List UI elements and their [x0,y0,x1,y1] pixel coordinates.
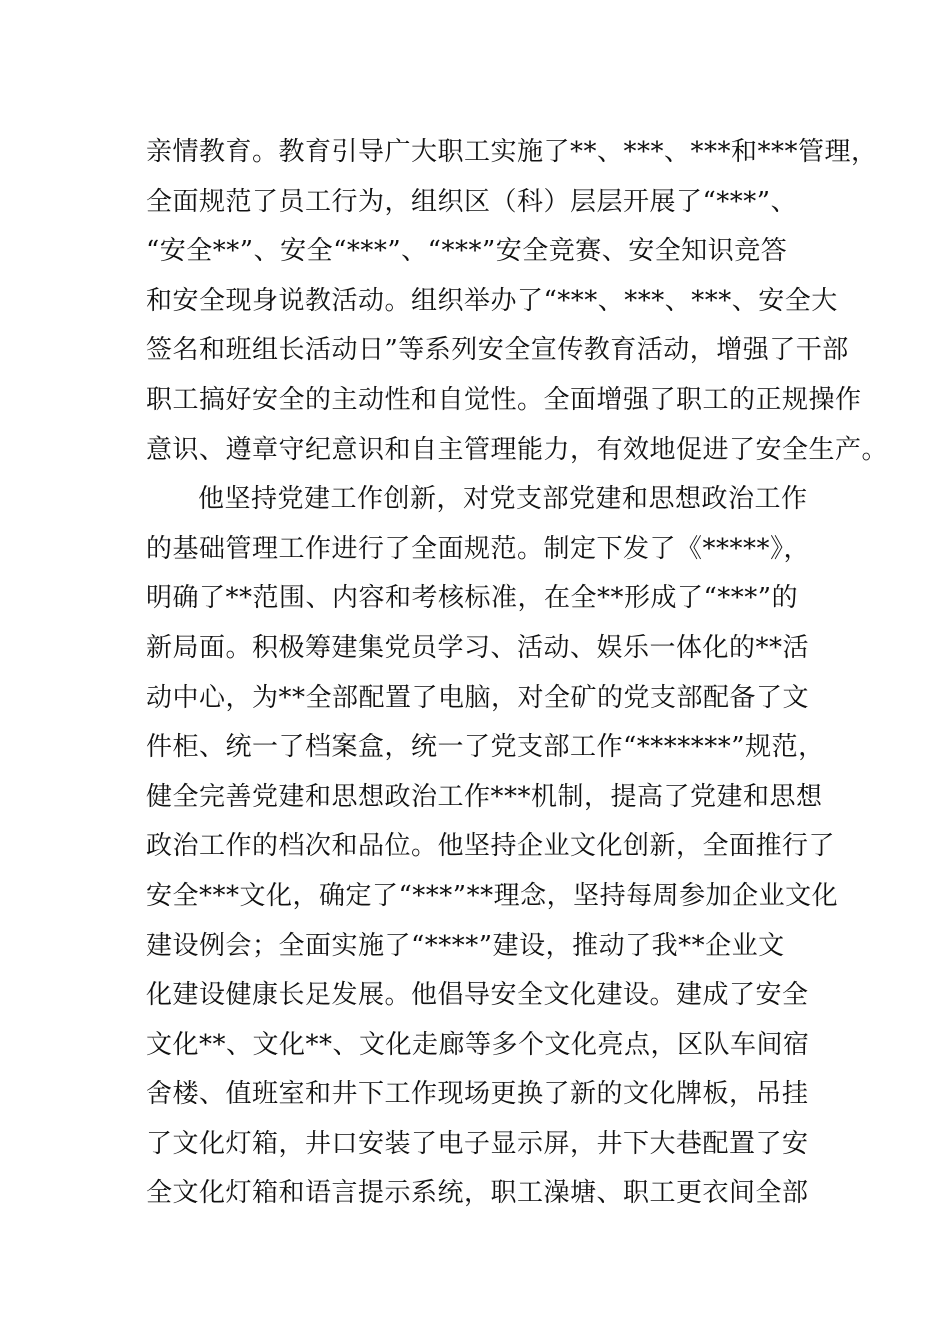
text-line: 建设例会；全面实施了“****”建设，推动了我**企业文 [146,930,785,961]
text-line: 文化**、文化**、文化走廊等多个文化亮点，区队车间宿 [146,1029,810,1060]
text-line: 政治工作的档次和品位。他坚持企业文化创新，全面推行了 [146,831,836,862]
text-line: 和安全现身说教活动。组织举办了“***、***、***、安全大 [146,285,838,316]
text-line: 件柜、统一了档案盒，统一了党支部工作“*******”规范， [146,732,825,763]
text-line: 动中心，为**全部配置了电脑，对全矿的党支部配备了文 [146,682,810,713]
text-line: 新局面。积极筹建集党员学习、活动、娱乐一体化的**活 [146,632,810,663]
text-line: 的基础管理工作进行了全面规范。制定下发了《*****》， [146,533,811,564]
text-line: 亲情教育。教育引导广大职工实施了**、***、***和***管理， [146,137,878,167]
text-line: 舍楼、值班室和井下工作现场更换了新的文化牌板，吊挂 [146,1079,809,1110]
paragraph-first-line: 他坚持党建工作创新，对党支部党建和思想政治工作 [198,484,808,515]
text-line: 健全完善党建和思想政治工作***机制，提高了党建和思想 [146,781,823,812]
text-line: 化建设健康长足发展。他倡导安全文化建设。建成了安全 [146,980,809,1011]
document-body [146,128,889,1219]
text-line: “安全**”、安全“***”、“***”安全竞赛、安全知识竞答 [146,236,788,267]
text-line: 签名和班组长活动日”等系列安全宣传教育活动，增强了干部 [146,335,849,366]
text-line: 全面规范了员工行为，组织区（科）层层开展了“***”、 [146,186,798,217]
text-line: 职工搞好安全的主动性和自觉性。全面增强了职工的正规操作 [146,384,862,415]
text-line: 明确了**范围、内容和考核标准，在全**形成了“***”的 [146,583,799,614]
text-line: 意识、遵章守纪意识和自主管理能力，有效地促进了安全生产。 [146,434,889,465]
text-line: 了文化灯箱，井口安装了电子显示屏，井下大巷配置了安 [146,1128,809,1159]
text-line: 安全***文化，确定了“***”**理念，坚持每周参加企业文化 [146,880,839,911]
text-line: 全文化灯箱和语言提示系统，职工澡塘、职工更衣间全部 [146,1178,809,1209]
